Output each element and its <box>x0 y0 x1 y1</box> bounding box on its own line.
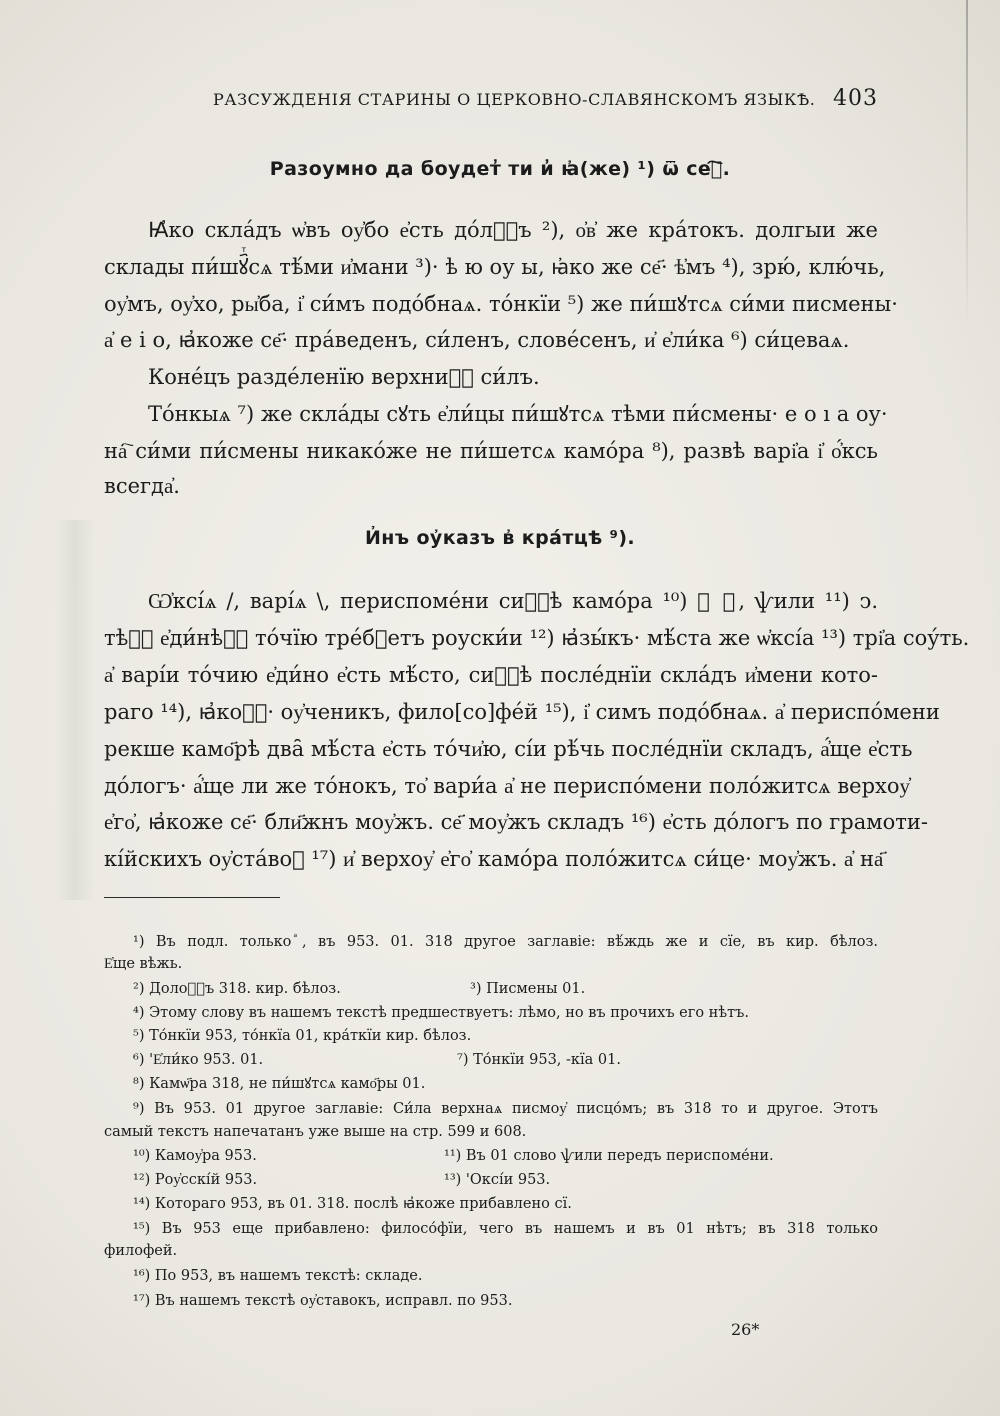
body-line: оу҆мъ, оу҆хо, ры҆ба, і҆ си́мъ подо́бнаѧ. то́нкїи ⁵) же пи́шꙋтсѧ си́ми писмены· <box>104 292 898 316</box>
footnote: ¹⁴) Котораго 953, въ 01. 318. послѣ ꙗ҆коже прибавлено сї. <box>133 1196 572 1212</box>
footnote: ¹⁰) Камоу҆ра 953. <box>133 1148 257 1164</box>
body-line: То́нкыѧ ⁷) же скла́ды сꙋть е҆ли́цы пи́шꙋтсѧ тѣми пи́смены· е о ı а оу· <box>148 402 888 426</box>
body-line: а҆ варі́и то́чию е҆ди́но е҆сть мѣ́сто, сиⷬ҇ѣ после́днїи скла́дъ и҆мени кото- <box>104 663 878 687</box>
body-line: е҆го҆, ꙗ҆коже се҃· бли҃жнъ моу҆жъ. се҃ моу҆жъ складъ ¹⁶) е҆сть до́логъ по грамоти- <box>104 810 928 834</box>
signature-mark: 26* <box>731 1320 760 1339</box>
body-line: Коне́цъ разде́ленїю верхниⷯ҇ си́лъ. <box>148 365 540 389</box>
footnote: ⁵) То́нкїи 953, то́нкїа 01, кра́ткїи кир. бѣлоз. <box>133 1028 472 1044</box>
footnote: ⁴) Этому слову въ нашемъ текстѣ предшествуетъ: лѣмо, но въ прочихъ его нѣтъ. <box>133 1005 749 1021</box>
running-title: РАЗСУЖДЕНІЯ СТАРИНЫ О ЦЕРКОВНО-СЛАВЯНСКОМЪ ЯЗЫКѢ. <box>213 90 816 109</box>
footnote: ⁸) Камѡ҃ра 318, не пи́шꙋтсѧ камо҃ры 01. <box>133 1076 426 1092</box>
body-line: тѣⷯ҇ е҆ди́нѣⷯ҇ то́чїю тре́бꙋетъ роуски́и ¹²) ꙗ҆зы́къ· мѣ́ста же ѡ҆ксі́а ¹³) трі҆а соу́ть. <box>104 626 970 650</box>
footnote: ¹⁷) Въ нашемъ текстѣ оу҆ставокъ, исправл. по 953. <box>133 1293 513 1309</box>
section-heading-2: И҆нъ оу҆казъ в҆ кра́тцѣ ⁹). <box>364 527 636 549</box>
body-line: раго ¹⁴), ꙗ҆коⷤ҇· оу҆ченикъ, фило[со]фе́й ¹⁵), і҆ симъ подо́бнаѧ. а҆ периспо́мени <box>104 700 940 724</box>
footnote: ²) Долоⷢ҇ъ 318. кир. бѣлоз. <box>133 981 341 997</box>
body-line: кі́йскихъ оу҆ста́воⷯ ¹⁷) и҆ верхоу҆ е҆го҆ камо́ра поло́житсѧ си́це· моу҆жъ. а҆ на҃ <box>104 847 884 871</box>
footnote: ⁶) 'Е҆ли́ко 953. 01. <box>133 1052 264 1068</box>
footnote: ¹⁶) По 953, въ нашемъ текстѣ: складе. <box>133 1268 423 1284</box>
footnote: самый текстъ напечатанъ уже выше на стр. 599 и 608. <box>104 1124 527 1140</box>
page-number: 403 <box>833 86 878 111</box>
running-head <box>213 88 878 116</box>
section-heading-1: Разоумно да боудет̓ ти и̓ ꙗ҆(же) ¹) ѿ сеⷨ҇. <box>269 158 731 180</box>
body-line: а҆ е і о, ꙗ҆коже се҃· пра́веденъ, си́ленъ, слове́сенъ, и҆ е҆ли́ка ⁶) си́цеваѧ. <box>104 328 850 352</box>
body-line: рекше камо҃рѣ два̑ мѣ́ста е҆сть то́чи҆ю, сі́и рѣ́чь после́днїи складъ, а҆́ще е҆сть <box>104 737 913 761</box>
footnote: ¹³) 'Оксі́и 953. <box>444 1172 551 1188</box>
footnote: ¹²) Роу҆сскі́й 953. <box>133 1172 258 1188</box>
footnote: ⁷) То́нкїи 953, -кїа 01. <box>457 1052 621 1068</box>
footnote: ¹) Въ подл. только ⷶ, въ 953. 01. 318 другое заглавіе: вѣ́ждь же и сїе, въ кир. бѣлоз. <box>133 934 878 950</box>
body-line: до́логъ· а҆́ще ли же то́нокъ, то҆ вари́а а҆ не периспо́мени поло́житсѧ верхоу҆ <box>104 774 911 798</box>
footnote: Е҆ще вѣжь. <box>104 956 183 972</box>
body-line: на҇ си́ми пи́смены никако́же не пи́шетсѧ камо́ра ⁸), развѣ варі҆а і҆ о҆́ксь <box>104 439 878 463</box>
footnote-rule <box>104 897 280 898</box>
footnote: филофей. <box>104 1243 178 1259</box>
footnote: ¹¹) Въ 01 слово ѱили передъ периспоме́ни. <box>444 1148 774 1164</box>
body-line: Ꙗ҆ко скла́дъ ѡ҆въ оу҆бо е҆сть до́лⷢ҇ъ ²), о҆в҆ же кра́токъ. долгыи же <box>148 218 878 242</box>
footnote: ³) Писмены 01. <box>470 981 586 997</box>
footnote: ¹⁵) Въ 953 еще прибавлено: филосо́фїи, чего въ нашемъ и въ 01 нѣтъ; въ 318 только <box>133 1221 878 1237</box>
page-crease <box>55 520 95 900</box>
body-line: склады пи́шꙋ҄ⷮсѧ тѣ́ми и҆мани ³)· ѣ ю оу ы, ꙗ҆ко же се҃· ѣ҆мъ ⁴), зрю́, клю́чь, <box>104 255 886 279</box>
footnote: ⁹) Въ 953. 01 другое заглавіе: Си́ла верхнаѧ писмоу҆ писцо́мъ; въ 318 то и другое. Этотъ <box>133 1101 878 1117</box>
body-line: всегда҆. <box>104 474 180 498</box>
body-line: Ѡ҆ксі́ѧ /, варі́ѧ \, периспоме́ни сиⷬ҇ѣ камо́ра ¹⁰) ⌒ ⌒, ѱили ¹¹) ↄ. <box>148 589 878 613</box>
